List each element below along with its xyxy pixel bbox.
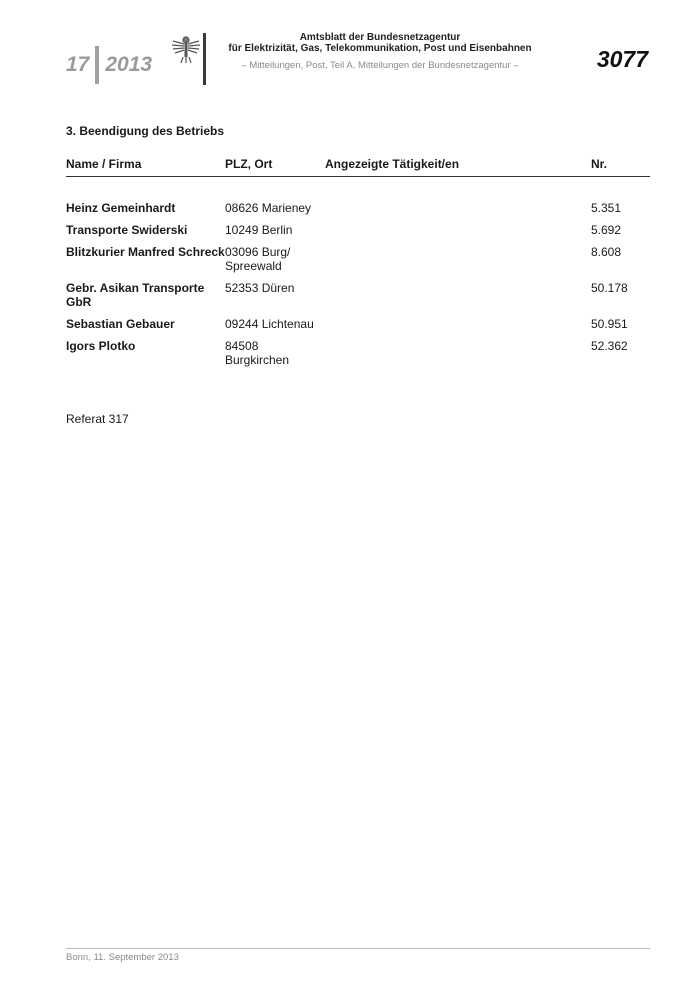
- cell-taetigkeit: [325, 223, 591, 245]
- column-header-plz-ort: PLZ, Ort: [225, 157, 325, 177]
- table-row: [66, 339, 650, 375]
- termination-table: [66, 157, 650, 375]
- issue-separator: [95, 46, 99, 84]
- cell-plz-ort: 84508 Burgkirchen: [225, 339, 290, 367]
- federal-eagle-icon: [170, 33, 202, 65]
- cell-nr: 50.951: [591, 317, 628, 331]
- cell-nr: 5.351: [591, 201, 622, 215]
- cell-name: Blitzkurier Manfred Schreck: [66, 245, 225, 259]
- gazette-title-line-1: Amtsblatt der Bundesnetzagentur: [299, 32, 461, 43]
- cell-name: Sebastian Gebauer: [66, 317, 175, 331]
- issue-year: 2013: [105, 53, 153, 76]
- cell-name: Heinz Gemeinhardt: [66, 201, 176, 215]
- issue-no: 17: [66, 53, 90, 76]
- column-header-name: Name / Firma: [66, 157, 225, 177]
- cell-taetigkeit: [325, 281, 591, 317]
- column-header-taetigkeit: Angezeigte Tätigkeit/en: [325, 157, 591, 177]
- cell-nr: 50.178: [591, 281, 628, 295]
- cell-taetigkeit: [325, 339, 591, 375]
- cell-taetigkeit: [325, 317, 591, 339]
- cell-name: Gebr. Asikan Transporte GbR: [66, 281, 205, 309]
- table-header-row: [66, 157, 650, 177]
- column-header-nr: Nr.: [591, 157, 650, 177]
- cell-plz-ort: 09244 Lichtenau: [225, 317, 314, 331]
- table-row: [66, 201, 650, 223]
- table-row: [66, 281, 650, 317]
- cell-taetigkeit: [325, 201, 591, 223]
- cell-nr: 5.692: [591, 223, 622, 237]
- cell-plz-ort: 08626 Marieney: [225, 201, 312, 215]
- header-divider: [203, 33, 206, 85]
- gazette-title-line-2: für Elektrizität, Gas, Telekommunikation, Post und Eisenbahnen: [228, 43, 532, 54]
- cell-plz-ort: 10249 Berlin: [225, 223, 293, 237]
- gazette-title: [210, 32, 550, 54]
- cell-plz-ort: 52353 Düren: [225, 281, 295, 295]
- section-title: 3. Beendigung des Betriebs: [66, 124, 225, 138]
- cell-name: Transporte Swiderski: [66, 223, 188, 237]
- referat-label: Referat 317: [66, 412, 129, 426]
- cell-name: Igors Plotko: [66, 339, 136, 353]
- footer-divider: [66, 948, 650, 949]
- cell-nr: 52.362: [591, 339, 628, 353]
- issue-number: [66, 46, 152, 84]
- gazette-subtitle: – Mitteilungen, Post, Teil A, Mitteilungen der Bundesnetzagentur –: [241, 60, 519, 71]
- table-row: [66, 223, 650, 245]
- page-number: 3077: [596, 46, 648, 72]
- cell-plz-ort: 03096 Burg/ Spreewald: [225, 245, 291, 273]
- cell-nr: 8.608: [591, 245, 622, 259]
- table-row: [66, 317, 650, 339]
- footer-date: Bonn, 11. September 2013: [66, 952, 179, 963]
- cell-taetigkeit: [325, 245, 591, 281]
- table-row: [66, 245, 650, 281]
